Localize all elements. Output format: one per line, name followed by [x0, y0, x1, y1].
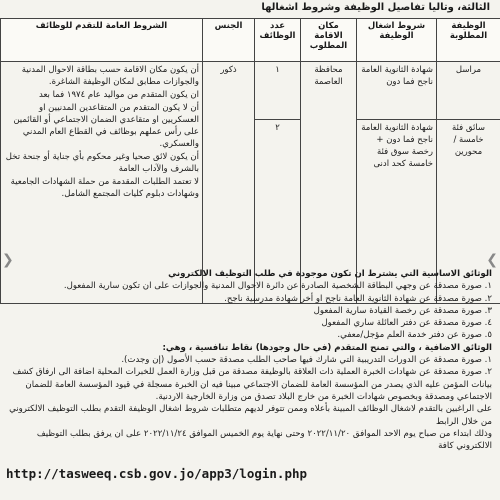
condition-item: أن يكون مكان الاقامة حسب بطاقة الاحوال المدنية والجوازات مطابق لمكان الوظيفة الشاغرة. [21, 65, 199, 87]
apply-text: على الراغبين بالتقدم لاشغال الوظائف المبينة بأعلاه وممن تتوفر لديهم متطلبات شروط اشغال الوظيفة التقدم بطلب التوظيف الالكتروني من خلال الرابط [9, 404, 492, 427]
table-header-row [1, 19, 500, 62]
header-count: عدد الوظائف [255, 19, 301, 62]
list-item: ١. صورة مصدقة عن وجهي البطاقة الشخصية الصادرة عن دائرة الاحوال المدنية والجوازات على ان تكون سارية المفعول. [63, 281, 492, 292]
jobs-table [0, 18, 500, 304]
documents-section [6, 268, 492, 452]
extra-docs-title: الوثائق الاضافية ، والتي تمنح المتقدم (في حال وجودها) نقاط تنافسية ، وهي: [162, 342, 492, 353]
application-link[interactable]: http://tasweeq.csb.gov.jo/app3/login.php [6, 466, 308, 481]
cell-job: سائق فئة خامسة / محورين [437, 120, 500, 304]
prev-arrow-icon[interactable]: ❮ [2, 252, 14, 268]
condition-item: لا تعتمد الطلبات المقدمة من حملة الشهادات الجامعية وشهادات دبلوم كليات المجتمع الشامل. [10, 177, 199, 199]
list-item: ٤. صورة مصدقة عن دفتر العائلة ساري المفعول [321, 318, 492, 329]
header-conditions: الشروط العامة للتقدم للوظائف [1, 19, 203, 62]
list-item: ١. صورة مصدقة عن الدورات التدريبية التي شارك فيها صاحب الطلب مصدقة حسب الأصول (إن وجدت). [121, 355, 492, 366]
cell-requirements: شهادة الثانوية العامة ناجح فما دون [357, 62, 437, 120]
list-item: ٢. صورة مصدقة عن شهادة الثانوية العامة ناجح او أخر شهادة مدرسية ناجح. [224, 293, 492, 304]
cell-count: ٢ [255, 120, 301, 304]
header-gender: الجنس [203, 19, 255, 62]
cell-job: مراسل [437, 62, 500, 120]
condition-item: أن يكون لائق صحيا وغير محكوم بأي جناية أو جنحة تخل بالشرف والآداب العامة [5, 152, 199, 174]
intro-line: الثالثة، وتاليا تفاصيل الوظيفة وشروط اشغالها [261, 2, 490, 13]
list-item: ٢. صورة مصدقة عن شهادات الخبرة العملية ذات العلاقة بالوظيفة مصدقة من قبل وزارة العمل للخبرات المحلية اضافة الى ارفاق كشف بيانات المؤمن عليه الذي يصدر من المؤسسة العامة للضمان الاجتماعي مبينا فيه ان الخبرة مسجلة في قيود المؤسسة العامة للضمان الاجتماعي ومصدقة وبخصوص شهادات الخبرة من خارج البلاد تصدق من وزارة الخارجية الاردنية. [12, 367, 492, 402]
header-requirements: شروط اشغال الوظيفة [357, 19, 437, 62]
basic-docs-title: الوثائق الاساسية التي يشترط ان تكون موجودة في طلب التوظيف الالكتروني [168, 269, 492, 279]
condition-item: أن لا يكون المتقدم من المتقاعدين المدنيين او العسكريين او متقاعدي الضمان الاجتماعي أو القائمين على رأس عملهم بوظائف في القطاع العام المدني والعسكري. [13, 103, 199, 149]
header-job: الوظيفة المطلوبة [437, 19, 500, 62]
cell-gender: ذكور [203, 62, 255, 304]
cell-count: ١ [255, 62, 301, 120]
apply-dates: وذلك ابتداء من صباح يوم الاحد الموافق ٢٠٢٢/١١/٢٠ وحتى نهاية يوم الخميس الموافق ٢٠٢٢/١١/٢٤ على ان يرفق بطلب التوظيف الالكتروني كافة [36, 428, 492, 452]
list-item: ٣. صورة مصدقة عن رخصة القيادة سارية المفعول [313, 305, 492, 316]
cell-requirements: شهادة الثانوية العامة ناجح فما دون + رخصة سوق فئة خامسة كحد ادنى [357, 120, 437, 304]
cell-place: محافظة العاصمة [301, 62, 357, 304]
list-item: ٥. صورة عن دفتر خدمة العلم مؤجل/معفي. [337, 330, 492, 341]
header-place: مكان الاقامة المطلوب [301, 19, 357, 62]
condition-item: ان يكون المتقدم من مواليد عام ١٩٧٤ فما بعد [38, 90, 199, 100]
next-arrow-icon[interactable]: ❯ [486, 252, 498, 268]
table-row [1, 62, 500, 120]
